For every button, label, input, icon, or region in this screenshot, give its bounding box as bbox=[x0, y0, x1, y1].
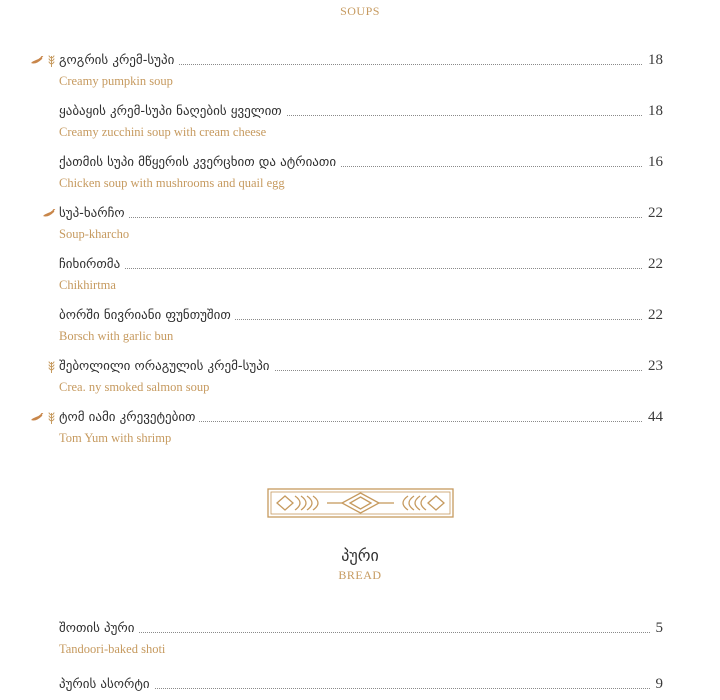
bread-title-ka: პური bbox=[341, 546, 379, 565]
item-icons bbox=[30, 410, 56, 426]
chili-pepper-icon bbox=[30, 413, 44, 423]
item-desc-en: Chicken soup with mushrooms and quail egg bbox=[59, 176, 285, 190]
item-name-ka: ტომ იამი კრევეტებით bbox=[59, 409, 199, 427]
chili-pepper-icon bbox=[30, 56, 44, 66]
menu-item bbox=[0, 409, 720, 451]
item-price: 18 bbox=[643, 102, 663, 120]
menu-item bbox=[0, 103, 720, 145]
item-desc-en: Chikhirtma bbox=[59, 278, 116, 292]
chili-pepper-icon bbox=[42, 209, 56, 219]
item-price: 22 bbox=[643, 255, 663, 273]
menu-item bbox=[0, 154, 720, 196]
item-desc-en: Borsch with garlic bun bbox=[59, 329, 174, 343]
item-desc-en: Soup-kharcho bbox=[59, 227, 130, 241]
item-icons bbox=[30, 53, 56, 69]
item-desc-en: Tom Yum with shrimp bbox=[59, 431, 172, 445]
wheat-icon bbox=[47, 360, 56, 374]
item-name-ka: შოთის პური bbox=[59, 620, 138, 638]
leader-dots bbox=[59, 632, 660, 633]
item-price: 22 bbox=[643, 204, 663, 222]
menu-item bbox=[0, 307, 720, 349]
item-name-ka: პურის ასორტი bbox=[59, 676, 154, 694]
item-name-ka: ბორში ნივრიანი ფუნთუშით bbox=[59, 307, 235, 325]
menu-item bbox=[0, 358, 720, 400]
item-icons bbox=[42, 206, 56, 222]
soups-heading bbox=[0, 4, 720, 19]
item-price: 5 bbox=[651, 619, 664, 637]
soups-title-en: SOUPS bbox=[340, 4, 380, 18]
item-desc-en: Tandoori-baked shoti bbox=[59, 642, 166, 656]
menu-item bbox=[0, 256, 720, 298]
bread-title-en: BREAD bbox=[338, 568, 382, 582]
wheat-icon bbox=[47, 54, 56, 68]
menu-item bbox=[0, 620, 720, 662]
menu-item bbox=[0, 52, 720, 94]
menu-item bbox=[0, 676, 720, 700]
item-name-ka: სუპ-ხარჩო bbox=[59, 205, 129, 223]
item-price: 9 bbox=[651, 675, 664, 693]
item-name-ka: ჩიხირთმა bbox=[59, 256, 124, 274]
item-name-ka: ყაბაყის კრემ-სუპი ნაღების ყველით bbox=[59, 103, 286, 121]
item-icons bbox=[47, 359, 56, 375]
item-price: 16 bbox=[643, 153, 663, 171]
item-price: 22 bbox=[643, 306, 663, 324]
item-desc-en: Crea. ny smoked salmon soup bbox=[59, 380, 210, 394]
menu-item bbox=[0, 205, 720, 247]
item-name-ka: შებოლილი ორაგულის კრემ-სუპი bbox=[59, 358, 274, 376]
leader-dots bbox=[59, 268, 660, 269]
item-desc-en: Creamy pumpkin soup bbox=[59, 74, 173, 88]
item-name-ka: ქათმის სუპი მწყერის კვერცხით და ატრიათი bbox=[59, 154, 340, 172]
bread-heading bbox=[0, 546, 720, 583]
item-name-ka: გოგრის კრემ-სუპი bbox=[59, 52, 178, 70]
leader-dots bbox=[59, 217, 660, 218]
ornament-divider bbox=[267, 488, 454, 518]
item-price: 44 bbox=[643, 408, 663, 426]
wheat-icon bbox=[47, 411, 56, 425]
item-price: 23 bbox=[643, 357, 663, 375]
item-desc-en: Creamy zucchini soup with cream cheese bbox=[59, 125, 267, 139]
item-price: 18 bbox=[643, 51, 663, 69]
